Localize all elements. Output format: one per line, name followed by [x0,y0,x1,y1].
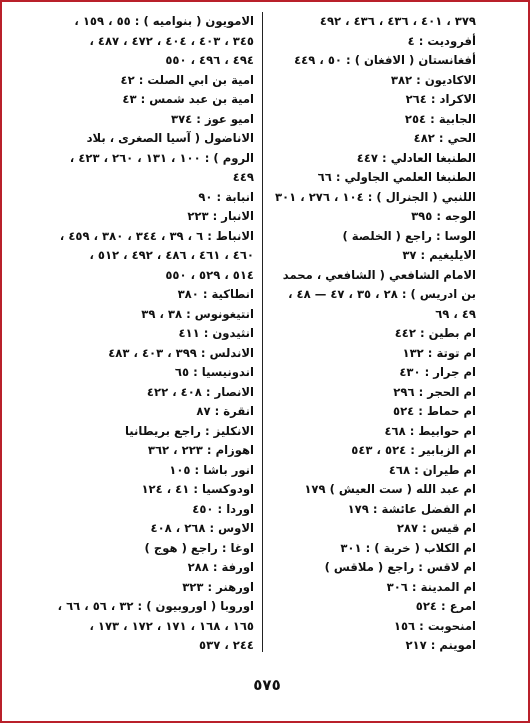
index-line: الوجه : ٣٩٥ [411,209,476,223]
index-line: اوردا : ٤٥٠ [192,501,254,516]
index-line: ٣٤٥ ، ٤٠٣ ، ٤٠٤ ، ٤٧٢ ، ٤٨٧ ، [89,33,254,48]
index-line: الاوس : ٢٦٨ ، ٤٠٨ [150,521,254,535]
index-column-left [46,12,254,654]
index-line: ام حماط : ٥٢٤ [393,404,476,418]
index-line: اورهنر : ٣٢٣ [182,579,254,594]
index-page [46,12,476,654]
index-line: ٤٦٠ ، ٤٦١ ، ٤٨٦ ، ٤٩٢ ، ٥١٢ ، [89,248,254,262]
index-line: ١٦٥ ، ١٦٨ ، ١٧١ ، ١٧٢ ، ١٧٣ ، [89,618,254,633]
index-line: امرع : ٥٢٤ [415,599,476,613]
index-line: اندونيسيا : ٦٥ [174,365,254,379]
index-line: ام عبد الله ( ست العيش ) ١٧٩ [304,482,476,496]
index-line: ٤٩ ، ٦٩ [435,306,476,321]
index-line: امية بن عبد شمس : ٤٣ [122,92,254,106]
index-line: الاكراد : ٢٦٤ [405,92,476,106]
index-line: امنحوبت : ١٥٦ [393,618,476,633]
index-line: ام توتة : ١٣٢ [402,345,476,360]
index-line: انثيدون : ٤١١ [178,326,254,340]
index-line: ام طيران : ٤٦٨ [388,462,476,477]
index-line: انور باشا : ١٠٥ [169,462,254,477]
column-divider [262,12,263,652]
index-line: ام لاقس : راجع ( ملاقس ) [324,560,476,574]
index-line: الانبار : ٢٢٣ [187,209,254,223]
index-line: الانباط : ٦ ، ٣٩ ، ٣٤٤ ، ٣٨٠ ، ٤٥٩ ، [59,228,254,243]
index-line: ام جرار : ٤٣٠ [399,365,476,379]
index-line: الروم ) : ١٠٠ ، ١٣١ ، ٢٦٠ ، ٤٢٣ ، [69,150,254,165]
index-line: الانكليز : راجع بريطانيا [124,423,254,438]
index-line: ام الفضل عائشة : ١٧٩ [347,501,476,516]
index-line: ام الحجر : ٢٩٦ [393,384,476,399]
index-line: أفغانستان ( الافغان ) : ٥٠ ، ٤٤٩ [294,53,476,67]
index-line: الطنبغا العادلي : ٤٤٧ [356,150,476,165]
index-line: اميو عوز : ٣٧٤ [171,111,254,126]
index-line: الامام الشافعي ( الشافعي ، محمد [282,267,476,282]
index-line: انبابة : ٩٠ [198,189,254,204]
index-line: انطاكية : ٣٨٠ [177,287,254,301]
index-line: اللنبي ( الجنرال ) : ١٠٤ ، ٢٧٦ ، ٣٠١ [274,189,476,204]
index-line: انتيغونوس : ٣٨ ، ٣٩ [141,306,254,321]
index-column-right [264,12,476,654]
page-number: ٥٧٥ [253,676,281,694]
index-line: ام بطين : ٤٤٢ [394,326,476,340]
index-line: اوغا : راجع ( هوج ) [144,540,254,555]
index-line: ام الزبابير : ٥٢٤ ، ٥٤٣ [351,443,476,457]
index-line: الانصار : ٤٠٨ ، ٤٢٢ [146,384,254,399]
index-line: ام المدينة : ٣٠٦ [386,579,476,594]
index-line: الحي : ٤٨٢ [413,131,476,145]
index-line: الاندلس : ٣٩٩ ، ٤٠٣ ، ٤٨٣ [108,345,254,360]
index-line: ٣٧٩ ، ٤٠١ ، ٤٣٦ ، ٤٣٦ ، ٤٩٢ [319,14,476,28]
index-line: ٤٤٩ [232,170,254,184]
index-line: اوروبا ( اوروبيون ) : ٣٢ ، ٥٦ ، ٦٦ ، [57,599,254,613]
index-line: بن ادريس ) : ٢٨ ، ٣٥ ، ٤٧ — ٤٨ ، [288,287,476,301]
index-line: امية بن ابي الصلت : ٤٢ [120,72,254,87]
index-line: اورفة : ٢٨٨ [187,560,254,574]
index-line: ٢٤٤ ، ٥٣٧ [199,638,254,652]
index-line: الايليغيم : ٣٧ [402,248,476,262]
index-line: ٥١٤ ، ٥٢٩ ، ٥٥٠ [165,267,254,282]
index-line: ام حوابيط : ٤٦٨ [384,423,476,438]
index-line: الامويون ( بنواميه ) : ٥٥ ، ١٥٩ ، [74,14,254,28]
index-line: انقرة : ٨٧ [196,404,254,418]
index-line: الطنبغا العلمي الجاولي : ٦٦ [317,170,476,184]
index-line: أفروديت : ٤ [407,33,476,48]
index-line: الوسا : راجع ( الخلصة ) [342,228,476,243]
index-line: الاكاديون : ٣٨٢ [390,72,476,87]
index-line: ام الكلاب ( خربة ) : ٣٠١ [340,540,476,555]
index-line: اهوزام : ٢٢٣ ، ٣٦٢ [147,443,254,457]
index-line: اموينم : ٢١٧ [405,638,476,652]
index-line: الاناضول ( آسيا الصغرى ، بلاد [86,131,254,145]
index-line: ام قيس : ٢٨٧ [396,521,476,535]
index-line: اودوكسيا : ٤١ ، ١٢٤ [141,482,254,496]
index-line: الجابية : ٢٥٤ [404,111,476,126]
index-line: ٤٩٤ ، ٤٩٦ ، ٥٥٠ [165,53,254,67]
